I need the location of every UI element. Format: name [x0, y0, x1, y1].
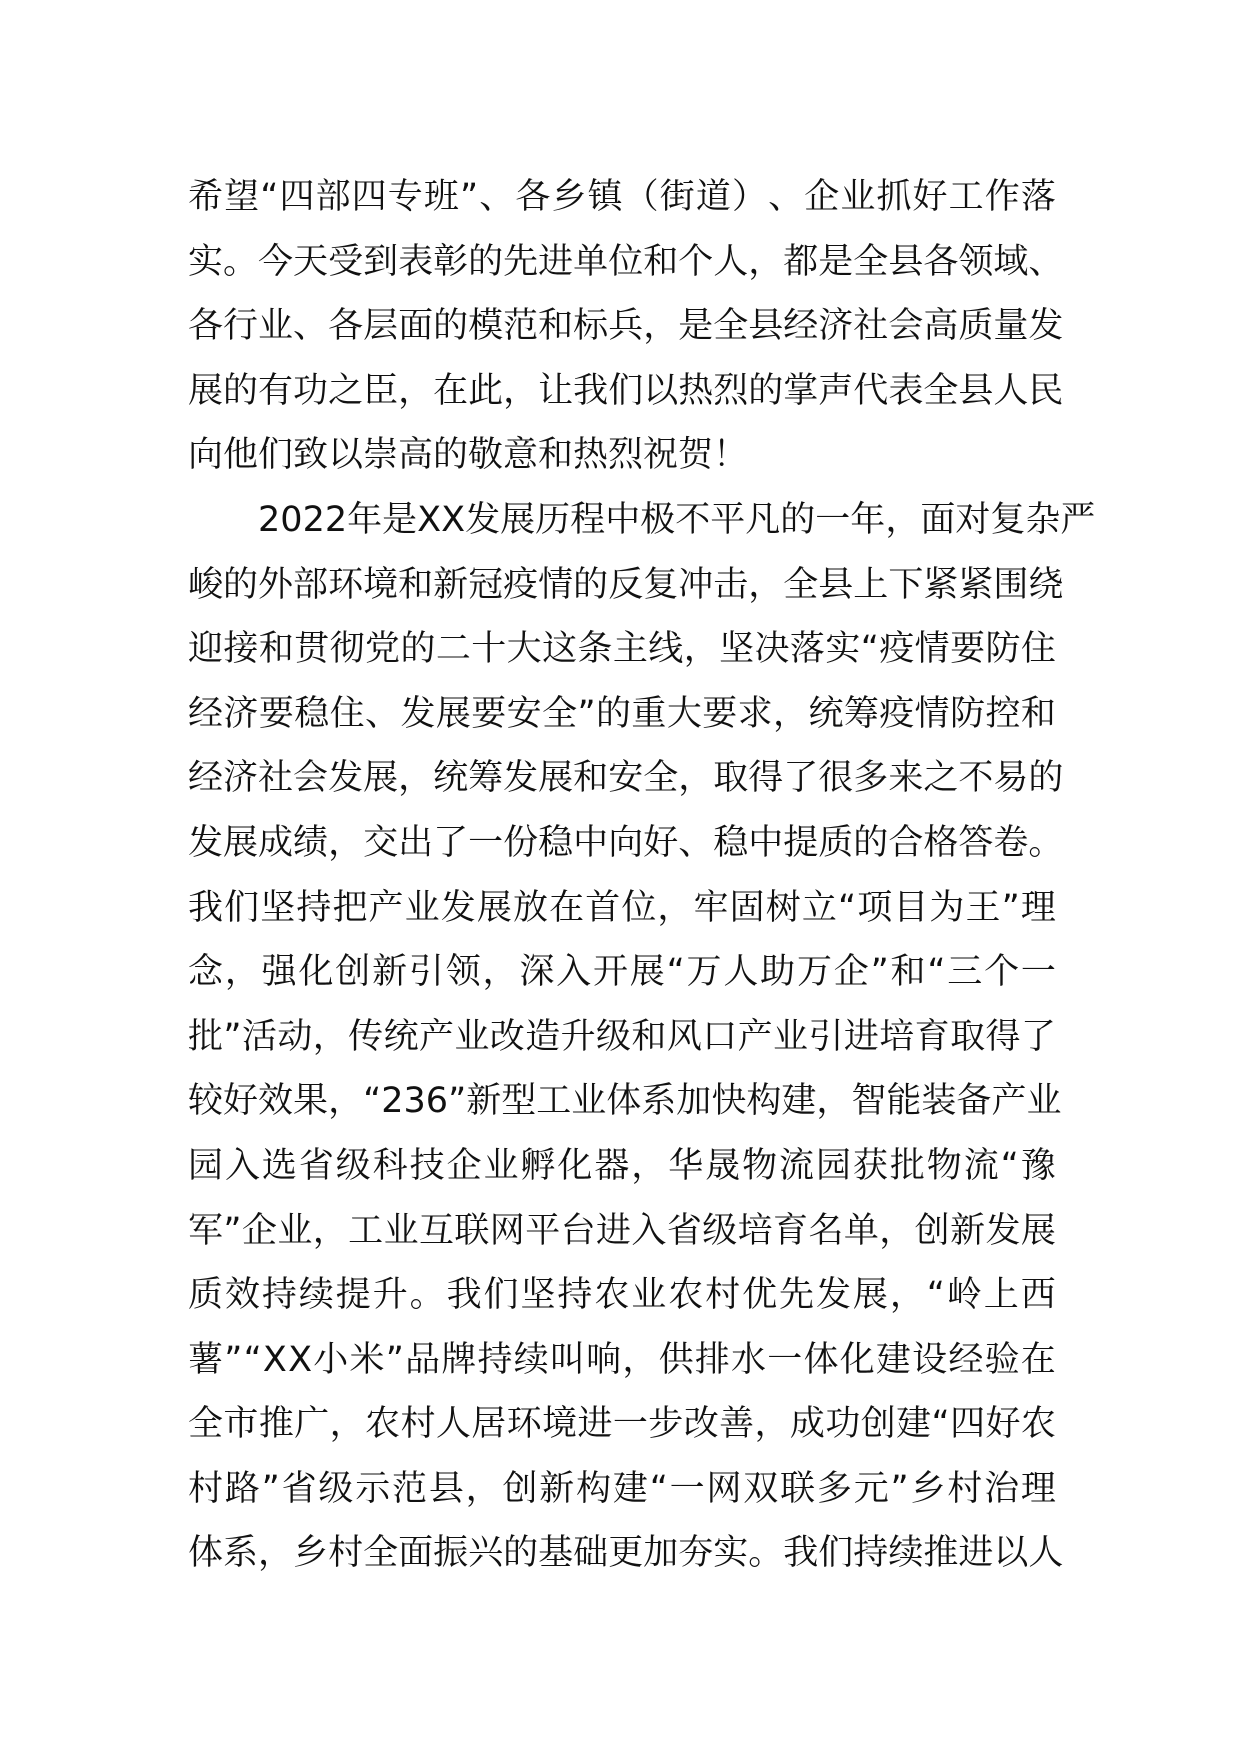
text-line: 园 入 选 省 级 科 技 企 业 孵 化 器 ， 华 晟 物 流 园 获 批 物 流 “ 豫 — [188, 1145, 1056, 1186]
text-line: 薯 ” “ X X 小 米 ” 品 牌 持 续 叫 响 ， 供 排 水 一 体 化 建 设 经 验 在 — [188, 1339, 1056, 1380]
text-line: 较 好 效 果 ， “ 2 3 6 ” 新 型 工 业 体 系 加 快 构 建 ， 智 能 装 备 产 业 — [188, 1081, 1062, 1122]
text-line: 全 市 推 广 ， 农 村 人 居 环 境 进 一 步 改 善 ， 成 功 创 建 “ 四 好 农 — [188, 1404, 1056, 1445]
document-body — [188, 165, 1096, 1586]
text-line: 峻 的 外 部 环 境 和 新 冠 疫 情 的 反 复 冲 击 ， 全 县 上 下 紧 紧 围 绕 — [188, 564, 1064, 605]
text-line: 发 展 成 绩 ， 交 出 了 一 份 稳 中 向 好 、 稳 中 提 质 的 合 格 答 卷 。 — [188, 822, 1064, 863]
text-line: 希 望 “ 四 部 四 专 班 ” 、 各 乡 镇 （ 街 道 ） 、 企 业 抓 好 工 作 落 — [188, 177, 1056, 217]
text-line: 军 ” 企 业 ， 工 业 互 联 网 平 台 进 入 省 级 培 育 名 单 ， 创 新 发 展 — [188, 1210, 1056, 1251]
text-line: 实 。 今 天 受 到 表 彰 的 先 进 单 位 和 个 人 ， 都 是 全 县 各 领 域 、 — [188, 241, 1064, 282]
text-line: 经 济 社 会 发 展 ， 统 筹 发 展 和 安 全 ， 取 得 了 很 多 来 之 不 易 的 — [188, 758, 1064, 799]
text-line: 村 路 ” 省 级 示 范 县 ， 创 新 构 建 “ 一 网 双 联 多 元 ” 乡 村 治 理 — [188, 1468, 1056, 1509]
text-line: 质 效 持 续 提 升 。 我 们 坚 持 农 业 农 村 优 先 发 展 ， “ 岭 上 西 — [188, 1275, 1056, 1316]
text-line: 批 ” 活 动 ， 传 统 产 业 改 造 升 级 和 风 口 产 业 引 进 培 育 取 得 了 — [188, 1016, 1056, 1057]
text-line: 体 系 ， 乡 村 全 面 振 兴 的 基 础 更 加 夯 实 。 我 们 持 续 推 进 以 人 — [188, 1533, 1064, 1574]
text-line: 迎 接 和 贯 彻 党 的 二 十 大 这 条 主 线 ， 坚 决 落 实 “ 疫 情 要 防 住 — [188, 629, 1056, 670]
text-line-paragraph-start: 2 0 2 2 年 是 X X 发 展 历 程 中 极 不 平 凡 的 一 年 ， 面 对 复 杂 严 — [258, 499, 1096, 540]
text-line: 各 行 业 、 各 层 面 的 模 范 和 标 兵 ， 是 全 县 经 济 社 会 高 质 量 发 — [188, 306, 1064, 347]
text-line: 念 ， 强 化 创 新 引 领 ， 深 入 开 展 “ 万 人 助 万 企 ” 和 “ 三 个 一 — [188, 952, 1056, 993]
text-line: 经 济 要 稳 住 、 发 展 要 安 全 ” 的 重 大 要 求 ， 统 筹 疫 情 防 控 和 — [188, 693, 1056, 734]
text-line: 向他们致以崇高的敬意和热烈祝贺！ — [188, 435, 749, 476]
text-line: 我 们 坚 持 把 产 业 发 展 放 在 首 位 ， 牢 固 树 立 “ 项 目 为 王 ” 理 — [188, 887, 1056, 928]
text-line: 展 的 有 功 之 臣 ， 在 此 ， 让 我 们 以 热 烈 的 掌 声 代 表 全 县 人 民 — [188, 370, 1064, 411]
